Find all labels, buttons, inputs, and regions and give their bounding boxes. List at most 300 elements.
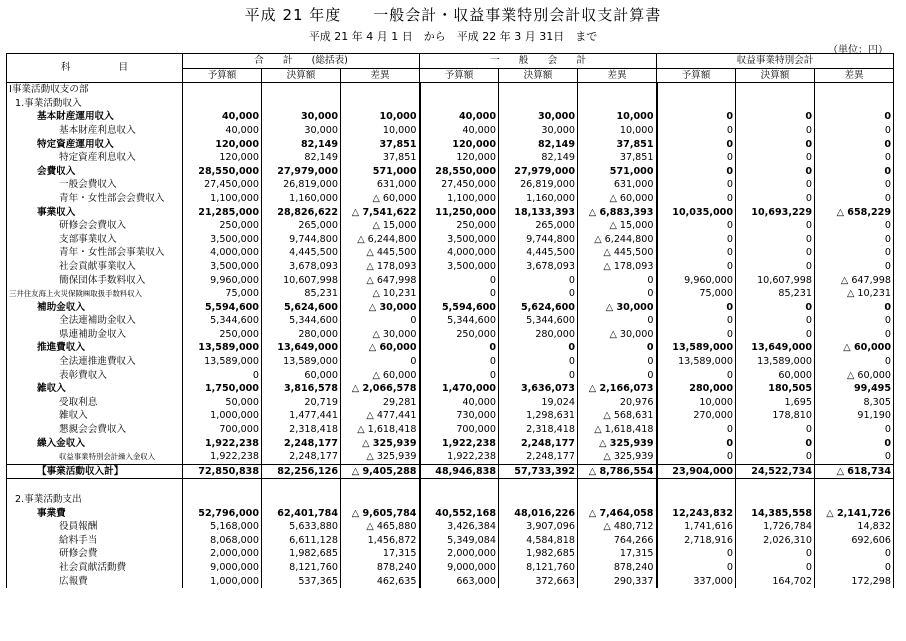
cell-value: 265,000: [499, 219, 578, 233]
cell-value: 0: [736, 178, 815, 192]
cell-value: 0: [578, 355, 657, 369]
cell-value: 2,000,000: [420, 547, 499, 561]
cell-value: 0: [657, 151, 736, 165]
cell-value: 26,819,000: [499, 178, 578, 192]
cell-value: 0: [657, 423, 736, 437]
cell-value: 0: [736, 124, 815, 138]
table-row: [7, 124, 894, 138]
cell-value: 0: [657, 246, 736, 260]
cell-value: 27,450,000: [183, 178, 262, 192]
cell-value: △ 7,464,058: [578, 507, 657, 521]
table-row: [7, 547, 894, 561]
cell-value: 1,750,000: [183, 382, 262, 396]
cell-value: 52,796,000: [183, 507, 262, 521]
cell-value: 0: [815, 110, 894, 124]
cell-value: 2,248,177: [499, 450, 578, 464]
cell-value: 0: [183, 369, 262, 383]
cell-value: 40,000: [420, 110, 499, 124]
cell-value: 13,589,000: [183, 341, 262, 355]
cell-value: 3,907,096: [499, 520, 578, 534]
cell-value: 75,000: [183, 287, 262, 301]
cell-value: 1,982,685: [499, 547, 578, 561]
cell-value: [183, 493, 262, 507]
cell-value: 0: [736, 314, 815, 328]
row-label: 収益事業特別会計繰入金収入: [7, 450, 183, 464]
cell-value: 1,695: [736, 396, 815, 410]
cell-value: 0: [657, 124, 736, 138]
table-row: [7, 575, 894, 589]
row-label: 簡保団体手数料収入: [7, 274, 183, 288]
table-row: [7, 423, 894, 437]
cell-value: △ 8,786,554: [578, 464, 657, 479]
cell-value: 27,979,000: [262, 165, 341, 179]
cell-value: 82,149: [262, 138, 341, 152]
cell-value: △ 10,231: [341, 287, 420, 301]
cell-value: 265,000: [262, 219, 341, 233]
cell-value: [183, 97, 262, 111]
cell-value: △ 325,939: [578, 437, 657, 451]
cell-value: 4,000,000: [183, 246, 262, 260]
cell-value: 10,000: [657, 396, 736, 410]
cell-value: △ 325,939: [578, 450, 657, 464]
cell-value: 0: [657, 547, 736, 561]
cell-value: [262, 493, 341, 507]
cell-value: 0: [657, 219, 736, 233]
table-row: [7, 341, 894, 355]
row-label: 特定資産利息収入: [7, 151, 183, 165]
col-header: 決算額: [262, 68, 341, 83]
cell-value: 3,500,000: [420, 233, 499, 247]
cell-value: 1,100,000: [420, 192, 499, 206]
cell-value: △ 30,000: [341, 301, 420, 315]
cell-value: 120,000: [183, 151, 262, 165]
cell-value: 0: [499, 341, 578, 355]
cell-value: 9,744,800: [499, 233, 578, 247]
cell-value: 28,550,000: [420, 165, 499, 179]
cell-value: 250,000: [420, 219, 499, 233]
cell-value: 85,231: [262, 287, 341, 301]
cell-value: 30,000: [499, 110, 578, 124]
cell-value: [499, 97, 578, 111]
cell-value: △ 60,000: [341, 341, 420, 355]
cell-value: 5,344,600: [420, 314, 499, 328]
cell-value: 24,522,734: [736, 464, 815, 479]
cell-value: 17,315: [341, 547, 420, 561]
cell-value: △ 60,000: [815, 341, 894, 355]
cell-value: 8,121,760: [262, 561, 341, 575]
cell-value: 40,000: [420, 396, 499, 410]
cell-value: 62,401,784: [262, 507, 341, 521]
cell-value: 21,285,000: [183, 206, 262, 220]
cell-value: △ 9,405,288: [341, 464, 420, 479]
cell-value: 2,318,418: [499, 423, 578, 437]
cell-value: 0: [815, 124, 894, 138]
cell-value: 0: [420, 287, 499, 301]
cell-value: 1,456,872: [341, 534, 420, 548]
group-profit-header: 収益事業特別会計: [657, 54, 894, 69]
cell-value: 5,594,600: [420, 301, 499, 315]
cell-value: 23,904,000: [657, 464, 736, 479]
cell-value: 700,000: [420, 423, 499, 437]
cell-value: 372,663: [499, 575, 578, 589]
table-row: [7, 246, 894, 260]
table-row: [7, 178, 894, 192]
cell-value: 0: [420, 355, 499, 369]
cell-value: 280,000: [657, 382, 736, 396]
cell-value: △ 568,631: [578, 409, 657, 423]
cell-value: △ 10,231: [815, 287, 894, 301]
cell-value: △ 445,500: [578, 246, 657, 260]
cell-value: 20,976: [578, 396, 657, 410]
row-label: 研修会会費収入: [7, 219, 183, 233]
col-header: 予算額: [183, 68, 262, 83]
table-row: [7, 314, 894, 328]
row-label: 雑収入: [7, 409, 183, 423]
table-row: [7, 382, 894, 396]
cell-value: [499, 493, 578, 507]
cell-value: 20,719: [262, 396, 341, 410]
cell-value: [341, 97, 420, 111]
row-label: 2.事業活動支出: [7, 493, 183, 507]
cell-value: 72,850,838: [183, 464, 262, 479]
cell-value: △ 647,998: [341, 274, 420, 288]
cell-value: 0: [657, 328, 736, 342]
row-label: 推進費収入: [7, 341, 183, 355]
row-label: 給料手当: [7, 534, 183, 548]
cell-value: 10,693,229: [736, 206, 815, 220]
unit-label: （単位：円）: [828, 45, 888, 56]
cell-value: [183, 83, 262, 97]
fiscal-period: 平成 21 年 4 月 1 日 から 平成 22 年 3 月 31日 まで: [308, 30, 598, 43]
cell-value: △ 30,000: [578, 328, 657, 342]
cell-value: 0: [657, 233, 736, 247]
table-row: [7, 83, 894, 97]
table-row: [7, 479, 894, 493]
cell-value: 13,589,000: [657, 341, 736, 355]
row-label: 研修会費: [7, 547, 183, 561]
cell-value: 878,240: [578, 561, 657, 575]
cell-value: 60,000: [262, 369, 341, 383]
cell-value: 5,633,880: [262, 520, 341, 534]
table-row: [7, 274, 894, 288]
cell-value: 3,636,073: [499, 382, 578, 396]
cell-value: 0: [815, 192, 894, 206]
cell-value: 3,500,000: [183, 260, 262, 274]
cell-value: 250,000: [420, 328, 499, 342]
cell-value: 270,000: [657, 409, 736, 423]
cell-value: [341, 83, 420, 97]
cell-value: 27,979,000: [499, 165, 578, 179]
row-label: 全法連補助金収入: [7, 314, 183, 328]
cell-value: 13,589,000: [736, 355, 815, 369]
row-label: 表彰費収入: [7, 369, 183, 383]
cell-value: △ 9,605,784: [341, 507, 420, 521]
cell-value: 2,248,177: [262, 437, 341, 451]
cell-value: 4,445,500: [499, 246, 578, 260]
cell-value: 0: [815, 314, 894, 328]
cell-value: 631,000: [578, 178, 657, 192]
table-body: [7, 83, 894, 588]
cell-value: 3,678,093: [262, 260, 341, 274]
row-label: 社会貢献事業収入: [7, 260, 183, 274]
cell-value: 1,100,000: [183, 192, 262, 206]
cell-value: 12,243,832: [657, 507, 736, 521]
cell-value: [183, 479, 262, 493]
cell-value: 3,426,384: [420, 520, 499, 534]
cell-value: 82,149: [262, 151, 341, 165]
cell-value: 40,552,168: [420, 507, 499, 521]
cell-value: 0: [736, 110, 815, 124]
cell-value: 571,000: [341, 165, 420, 179]
cell-value: △ 2,141,726: [815, 507, 894, 521]
table-row: [7, 561, 894, 575]
row-label: 懇親会会費収入: [7, 423, 183, 437]
cell-value: 0: [657, 110, 736, 124]
cell-value: 0: [420, 341, 499, 355]
table-row: [7, 287, 894, 301]
cell-value: 1,298,631: [499, 409, 578, 423]
cell-value: △ 647,998: [815, 274, 894, 288]
cell-value: [736, 97, 815, 111]
cell-value: 0: [736, 192, 815, 206]
table-row: [7, 437, 894, 451]
cell-value: 0: [657, 178, 736, 192]
cell-value: 1,470,000: [420, 382, 499, 396]
cell-value: 0: [578, 274, 657, 288]
table-row: [7, 192, 894, 206]
cell-value: △ 618,734: [815, 464, 894, 479]
cell-value: 2,026,310: [736, 534, 815, 548]
cell-value: 178,810: [736, 409, 815, 423]
cell-value: 764,266: [578, 534, 657, 548]
cell-value: 3,678,093: [499, 260, 578, 274]
cell-value: 250,000: [183, 219, 262, 233]
row-label: Ⅰ事業活動収支の部: [7, 83, 183, 97]
cell-value: [815, 493, 894, 507]
cell-value: 0: [815, 138, 894, 152]
cell-value: 40,000: [420, 124, 499, 138]
cell-value: 5,344,600: [499, 314, 578, 328]
table-row: [7, 396, 894, 410]
cell-value: 5,344,600: [262, 314, 341, 328]
cell-value: 48,946,838: [420, 464, 499, 479]
cell-value: 0: [815, 328, 894, 342]
cell-value: 2,248,177: [499, 437, 578, 451]
table-row: [7, 464, 894, 479]
cell-value: [341, 479, 420, 493]
cell-value: 2,248,177: [262, 450, 341, 464]
cell-value: 0: [815, 165, 894, 179]
cell-value: 0: [578, 287, 657, 301]
row-label: 全法連推進費収入: [7, 355, 183, 369]
cell-value: 0: [578, 369, 657, 383]
cell-value: 0: [736, 301, 815, 315]
cell-value: 0: [499, 287, 578, 301]
cell-value: 0: [815, 219, 894, 233]
cell-value: [420, 97, 499, 111]
row-label: [7, 479, 183, 493]
cell-value: [499, 479, 578, 493]
table-row: [7, 355, 894, 369]
cell-value: 1,922,238: [420, 450, 499, 464]
cell-value: [736, 493, 815, 507]
cell-value: 5,594,600: [183, 301, 262, 315]
cell-value: 10,607,998: [736, 274, 815, 288]
cell-value: 82,149: [499, 151, 578, 165]
cell-value: 14,832: [815, 520, 894, 534]
col-header: 決算額: [736, 68, 815, 83]
cell-value: 0: [420, 369, 499, 383]
table-row: [7, 369, 894, 383]
cell-value: [736, 83, 815, 97]
cell-value: 700,000: [183, 423, 262, 437]
cell-value: 3,500,000: [183, 233, 262, 247]
cell-value: 0: [815, 561, 894, 575]
cell-value: 537,365: [262, 575, 341, 589]
cell-value: 13,589,000: [657, 355, 736, 369]
cell-value: 0: [657, 260, 736, 274]
row-label: 繰入金収入: [7, 437, 183, 451]
cell-value: 8,068,000: [183, 534, 262, 548]
group-general-header: 一 般 会 計: [420, 54, 657, 69]
cell-value: 0: [815, 355, 894, 369]
cell-value: △ 2,166,073: [578, 382, 657, 396]
table-row: [7, 534, 894, 548]
cell-value: 1,982,685: [262, 547, 341, 561]
subject-header: 科 目: [7, 54, 183, 83]
cell-value: 28,826,622: [262, 206, 341, 220]
cell-value: 730,000: [420, 409, 499, 423]
row-label: 補助金収入: [7, 301, 183, 315]
cell-value: 180,505: [736, 382, 815, 396]
cell-value: 0: [499, 369, 578, 383]
table-row: [7, 493, 894, 507]
table-row: [7, 219, 894, 233]
cell-value: 0: [815, 437, 894, 451]
table-row: [7, 507, 894, 521]
cell-value: 82,256,126: [262, 464, 341, 479]
cell-value: 1,160,000: [499, 192, 578, 206]
cell-value: 9,000,000: [183, 561, 262, 575]
row-label: 基本財産利息収入: [7, 124, 183, 138]
cell-value: △ 30,000: [578, 301, 657, 315]
cell-value: 0: [815, 423, 894, 437]
row-label: 広報費: [7, 575, 183, 589]
cell-value: 0: [657, 192, 736, 206]
cell-value: 40,000: [183, 110, 262, 124]
cell-value: 0: [578, 314, 657, 328]
cell-value: 57,733,392: [499, 464, 578, 479]
row-label: 社会貢献活動費: [7, 561, 183, 575]
row-label: 役員報酬: [7, 520, 183, 534]
cell-value: △ 60,000: [815, 369, 894, 383]
cell-value: [578, 479, 657, 493]
row-label: 受取利息: [7, 396, 183, 410]
cell-value: 5,349,084: [420, 534, 499, 548]
cell-value: 290,337: [578, 575, 657, 589]
cell-value: 631,000: [341, 178, 420, 192]
cell-value: 0: [815, 260, 894, 274]
group-total-header: 合 計 (総括表): [183, 54, 420, 69]
cell-value: 10,000: [341, 110, 420, 124]
cell-value: 0: [341, 355, 420, 369]
cell-value: 692,606: [815, 534, 894, 548]
row-label: 事業収入: [7, 206, 183, 220]
cell-value: [657, 479, 736, 493]
cell-value: [657, 97, 736, 111]
cell-value: △ 15,000: [341, 219, 420, 233]
cell-value: 9,960,000: [183, 274, 262, 288]
cell-value: 250,000: [183, 328, 262, 342]
row-label: 【事業活動収入計】: [7, 464, 183, 479]
table-row: [7, 450, 894, 464]
table-row: [7, 328, 894, 342]
cell-value: 37,851: [578, 151, 657, 165]
cell-value: 75,000: [657, 287, 736, 301]
cell-value: △ 445,500: [341, 246, 420, 260]
cell-value: △ 15,000: [578, 219, 657, 233]
cell-value: 1,160,000: [262, 192, 341, 206]
cell-value: △ 6,244,800: [578, 233, 657, 247]
cell-value: 29,281: [341, 396, 420, 410]
cell-value: 5,344,600: [183, 314, 262, 328]
cell-value: 0: [420, 274, 499, 288]
cell-value: [499, 83, 578, 97]
row-label: 支部事業収入: [7, 233, 183, 247]
table-row: [7, 301, 894, 315]
cell-value: 19,024: [499, 396, 578, 410]
table-row: [7, 138, 894, 152]
cell-value: 10,607,998: [262, 274, 341, 288]
cell-value: 1,741,616: [657, 520, 736, 534]
document-title: 平成 21 年度 一般会計・収益事業特別会計収支計算書: [244, 6, 662, 24]
cell-value: 13,649,000: [736, 341, 815, 355]
row-label: 基本財産運用収入: [7, 110, 183, 124]
cell-value: 91,190: [815, 409, 894, 423]
cell-value: 0: [736, 233, 815, 247]
cell-value: △ 6,244,800: [341, 233, 420, 247]
cell-value: [420, 479, 499, 493]
cell-value: 1,726,784: [736, 520, 815, 534]
cell-value: 9,744,800: [262, 233, 341, 247]
cell-value: 0: [815, 151, 894, 165]
cell-value: 120,000: [420, 151, 499, 165]
cell-value: 99,495: [815, 382, 894, 396]
col-header: 予算額: [420, 68, 499, 83]
cell-value: 27,450,000: [420, 178, 499, 192]
col-header: 決算額: [499, 68, 578, 83]
cell-value: [736, 479, 815, 493]
cell-value: 10,035,000: [657, 206, 736, 220]
cell-value: 0: [815, 450, 894, 464]
cell-value: 13,649,000: [262, 341, 341, 355]
cell-value: 8,305: [815, 396, 894, 410]
cell-value: 0: [657, 561, 736, 575]
cell-value: 0: [736, 151, 815, 165]
cell-value: [657, 83, 736, 97]
row-label: 青年・女性部会事業収入: [7, 246, 183, 260]
cell-value: 2,318,418: [262, 423, 341, 437]
row-label: 特定資産運用収入: [7, 138, 183, 152]
cell-value: 18,133,393: [499, 206, 578, 220]
cell-value: 10,000: [578, 124, 657, 138]
cell-value: 2,000,000: [183, 547, 262, 561]
cell-value: 82,149: [499, 138, 578, 152]
income-expense-table: [6, 53, 894, 588]
cell-value: 0: [736, 547, 815, 561]
cell-value: △ 325,939: [341, 450, 420, 464]
cell-value: 0: [657, 165, 736, 179]
